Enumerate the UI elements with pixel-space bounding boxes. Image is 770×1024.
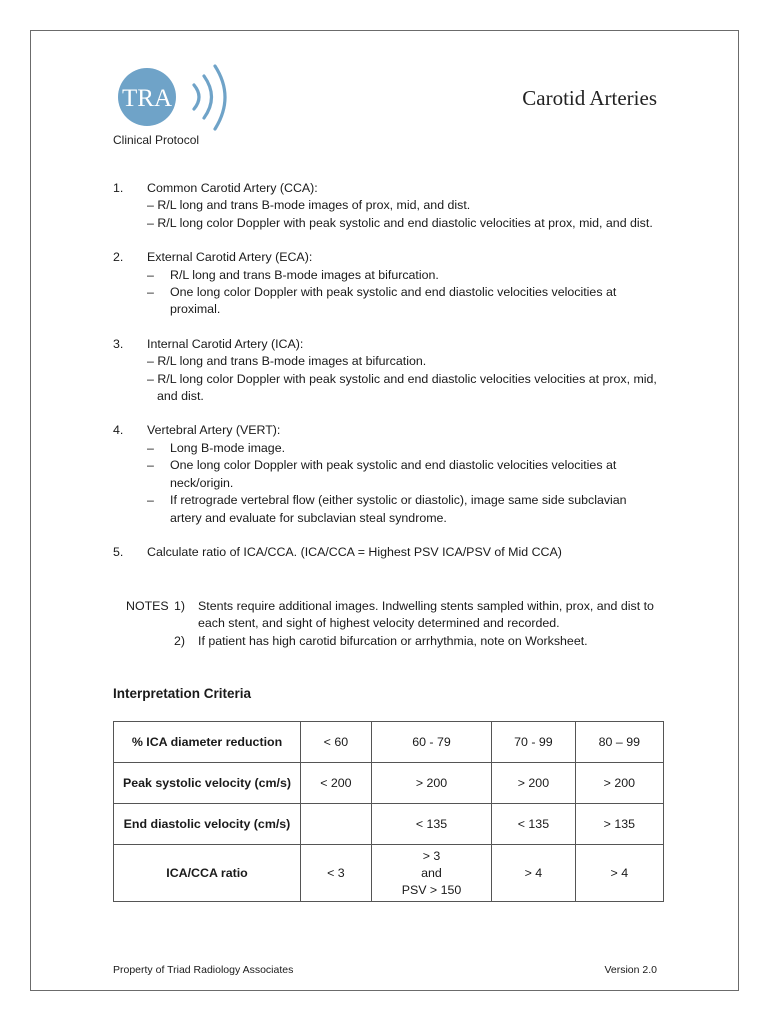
table-cell bbox=[371, 845, 491, 902]
step-item-text: One long color Doppler with peak systolic and end diastolic velocities velocities at neck/origin. bbox=[170, 458, 617, 490]
cell-line: and bbox=[421, 865, 442, 880]
protocol-step bbox=[113, 544, 658, 561]
footer-property: Property of Triad Radiology Associates bbox=[113, 964, 294, 976]
table-cell: 60 - 79 bbox=[371, 722, 491, 763]
note-item bbox=[126, 598, 656, 633]
step-item-text: R/L long color Doppler with peak systolic and end diastolic velocities at prox, mid, and dist. bbox=[157, 215, 653, 230]
notes-block bbox=[126, 598, 656, 650]
protocol-step bbox=[113, 422, 658, 526]
cell-line: PSV > 150 bbox=[401, 882, 462, 897]
table-cell: > 200 bbox=[575, 763, 663, 804]
table-row bbox=[114, 845, 664, 902]
table-cell: > 4 bbox=[492, 845, 575, 902]
step-item: – R/L long color Doppler with peak systolic and end diastolic velocities velocities at prox, mid, and dist. bbox=[147, 371, 657, 404]
protocol-step bbox=[113, 336, 658, 406]
note-text: If patient has high carotid bifurcation or arrhythmia, note on Worksheet. bbox=[198, 633, 588, 648]
table-cell: < 3 bbox=[301, 845, 372, 902]
step-item: – R/L long and trans B-mode images at bifurcation. bbox=[147, 267, 439, 282]
table-cell: 70 - 99 bbox=[492, 722, 575, 763]
step-item-text: One long color Doppler with peak systolic and end diastolic velocities velocities at proximal. bbox=[170, 285, 617, 317]
table-cell: < 135 bbox=[492, 804, 575, 845]
row-label: Peak systolic velocity (cm/s) bbox=[114, 763, 301, 804]
notes-label: NOTES bbox=[126, 599, 169, 613]
step-heading: Calculate ratio of ICA/CCA. (ICA/CCA = Highest PSV ICA/PSV of Mid CCA) bbox=[147, 544, 562, 559]
step-heading: Internal Carotid Artery (ICA): bbox=[147, 336, 304, 351]
row-label: End diastolic velocity (cm/s) bbox=[114, 804, 301, 845]
cell-line: > 3 bbox=[422, 848, 441, 863]
step-item-text: R/L long and trans B-mode images of prox, mid, and dist. bbox=[157, 198, 471, 213]
step-item-text: R/L long and trans B-mode images at bifurcation. bbox=[157, 354, 427, 369]
signal-wave-small bbox=[194, 85, 199, 109]
protocol-step bbox=[113, 249, 658, 319]
step-heading: Vertebral Artery (VERT): bbox=[147, 423, 281, 438]
step-item: – One long color Doppler with peak systolic and end diastolic velocities velocities at neck/origin. bbox=[147, 458, 617, 490]
table-row bbox=[114, 763, 664, 804]
step-item: – If retrograde vertebral flow (either systolic or diastolic), image same side subclavian artery and evaluate for subclavian steal syndrome. bbox=[147, 493, 627, 525]
table-cell: > 200 bbox=[492, 763, 575, 804]
page-title: Carotid Arteries bbox=[522, 86, 657, 110]
table-cell: < 60 bbox=[301, 722, 372, 763]
protocol-step bbox=[113, 180, 658, 232]
table-row bbox=[114, 722, 664, 763]
tra-logo bbox=[118, 63, 243, 135]
step-number: 4. bbox=[113, 423, 124, 438]
table-cell: < 135 bbox=[371, 804, 491, 845]
step-item: – R/L long and trans B-mode images of prox, mid, and dist. bbox=[147, 198, 471, 213]
step-number: 2. bbox=[113, 250, 124, 265]
step-item: – Long B-mode image. bbox=[147, 440, 286, 455]
row-label: % ICA diameter reduction bbox=[114, 722, 301, 763]
table-cell: > 200 bbox=[371, 763, 491, 804]
step-heading: Common Carotid Artery (CCA): bbox=[147, 181, 318, 195]
step-number: 5. bbox=[113, 544, 124, 559]
step-item-text: If retrograde vertebral flow (either systolic or diastolic), image same side subclavian artery and evaluate for subclavian steal syndrome. bbox=[170, 493, 627, 525]
table-cell: > 4 bbox=[575, 845, 663, 902]
signal-wave-large bbox=[215, 66, 225, 129]
step-number: 3. bbox=[113, 336, 124, 351]
page-subtitle: Clinical Protocol bbox=[113, 133, 200, 147]
step-item: – R/L long and trans B-mode images at bifurcation. bbox=[147, 354, 427, 369]
table-cell: 80 – 99 bbox=[575, 722, 663, 763]
step-heading: External Carotid Artery (ECA): bbox=[147, 250, 313, 265]
step-number: 1. bbox=[113, 181, 124, 195]
footer-version: Version 2.0 bbox=[604, 964, 657, 976]
criteria-title: Interpretation Criteria bbox=[113, 686, 252, 701]
row-label: ICA/CCA ratio bbox=[114, 845, 301, 902]
table-row bbox=[114, 804, 664, 845]
note-number: 2) bbox=[174, 633, 186, 648]
note-text: Stents require additional images. Indwelling stents sampled within, prox, and dist to each stent, and sight of highest velocity determined and recorded. bbox=[198, 599, 654, 631]
signal-wave-medium bbox=[204, 76, 212, 118]
note-item bbox=[126, 633, 656, 650]
step-item-text: R/L long and trans B-mode images at bifurcation. bbox=[170, 267, 439, 282]
note-number: 1) bbox=[174, 599, 186, 613]
table-cell: > 135 bbox=[575, 804, 663, 845]
step-item-text: Long B-mode image. bbox=[170, 440, 286, 455]
logo-text: TRA bbox=[122, 85, 172, 112]
protocol-steps bbox=[113, 180, 658, 578]
interpretation-criteria-table bbox=[113, 721, 664, 902]
step-item: – One long color Doppler with peak systolic and end diastolic velocities velocities at proximal. bbox=[147, 285, 617, 317]
step-item: – R/L long color Doppler with peak systolic and end diastolic velocities at prox, mid, and dist. bbox=[147, 215, 653, 230]
step-item-text: R/L long color Doppler with peak systolic and end diastolic velocities velocities at prox, mid, and dist. bbox=[157, 371, 657, 404]
table-cell bbox=[301, 804, 372, 845]
table-cell: < 200 bbox=[301, 763, 372, 804]
